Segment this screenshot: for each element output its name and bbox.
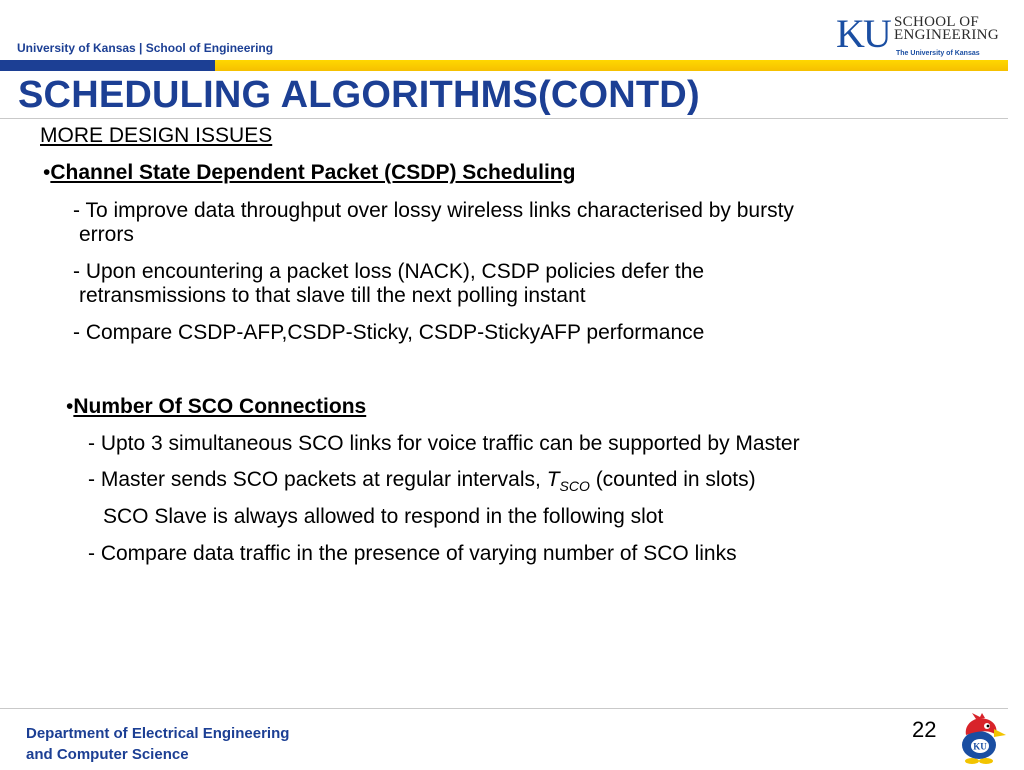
title-divider: [0, 118, 1008, 119]
bullet-point: •: [66, 395, 74, 418]
header-blue-bar: [0, 60, 215, 71]
sco-item-2-text: - Master sends SCO packets at regular intervals,: [88, 468, 547, 491]
csdp-item-1-line2: errors: [79, 223, 134, 246]
sco-item-2-subscript: SCO: [559, 478, 590, 495]
header-yellow-bar: [215, 60, 1008, 71]
subheading-more-design-issues: MORE DESIGN ISSUES: [40, 124, 273, 147]
footer-department: [26, 723, 289, 765]
logo-ku-mark: KU: [836, 11, 890, 56]
section-sco-heading-row: [66, 394, 366, 419]
csdp-item-1-line1: - To improve data throughput over lossy wireless links characterised by bursty: [73, 199, 794, 222]
csdp-item-3: - Compare CSDP-AFP,CSDP-Sticky, CSDP-StickyAFP performance: [73, 321, 705, 344]
sco-item-3: SCO Slave is always allowed to respond in the following slot: [103, 505, 664, 528]
logo-university-text: The University of Kansas: [896, 50, 980, 57]
footer-divider: [0, 708, 1008, 709]
sco-item-2-suffix: (counted in slots): [589, 468, 756, 491]
svg-text:KU: KU: [973, 741, 987, 752]
logo-school-line2: ENGINEERING: [894, 27, 999, 43]
header-university-label: University of Kansas | School of Engineering: [17, 41, 274, 55]
sco-item-1: - Upto 3 simultaneous SCO links for voice traffic can be supported by Master: [88, 432, 800, 455]
sco-item-4: - Compare data traffic in the presence of varying number of SCO links: [88, 542, 737, 565]
logo-school-text: [894, 16, 999, 42]
page-number: 22: [912, 717, 937, 742]
slide-title: SCHEDULING ALGORITHMS(CONTD): [18, 74, 700, 116]
sco-item-2: [88, 467, 756, 499]
sco-item-2-variable: T: [546, 468, 560, 491]
logo-school-line1: SCHOOL OF: [894, 14, 980, 30]
csdp-item-2-line2: retransmissions to that slave till the next polling instant: [79, 284, 586, 307]
bullet-point: •: [43, 161, 51, 184]
section-sco-heading: Number Of SCO Connections: [73, 395, 367, 418]
footer-department-line2: and Computer Science: [26, 746, 189, 763]
footer-department-line1: Department of Electrical Engineering: [26, 725, 290, 742]
csdp-item-2-line1: - Upon encountering a packet loss (NACK), CSDP policies defer the: [73, 260, 705, 283]
section-csdp-heading-row: [43, 160, 575, 185]
jayhawk-icon: [952, 713, 1008, 765]
section-csdp-heading: Channel State Dependent Packet (CSDP) Scheduling: [50, 161, 576, 184]
ku-school-of-engineering-logo: [836, 12, 1006, 58]
